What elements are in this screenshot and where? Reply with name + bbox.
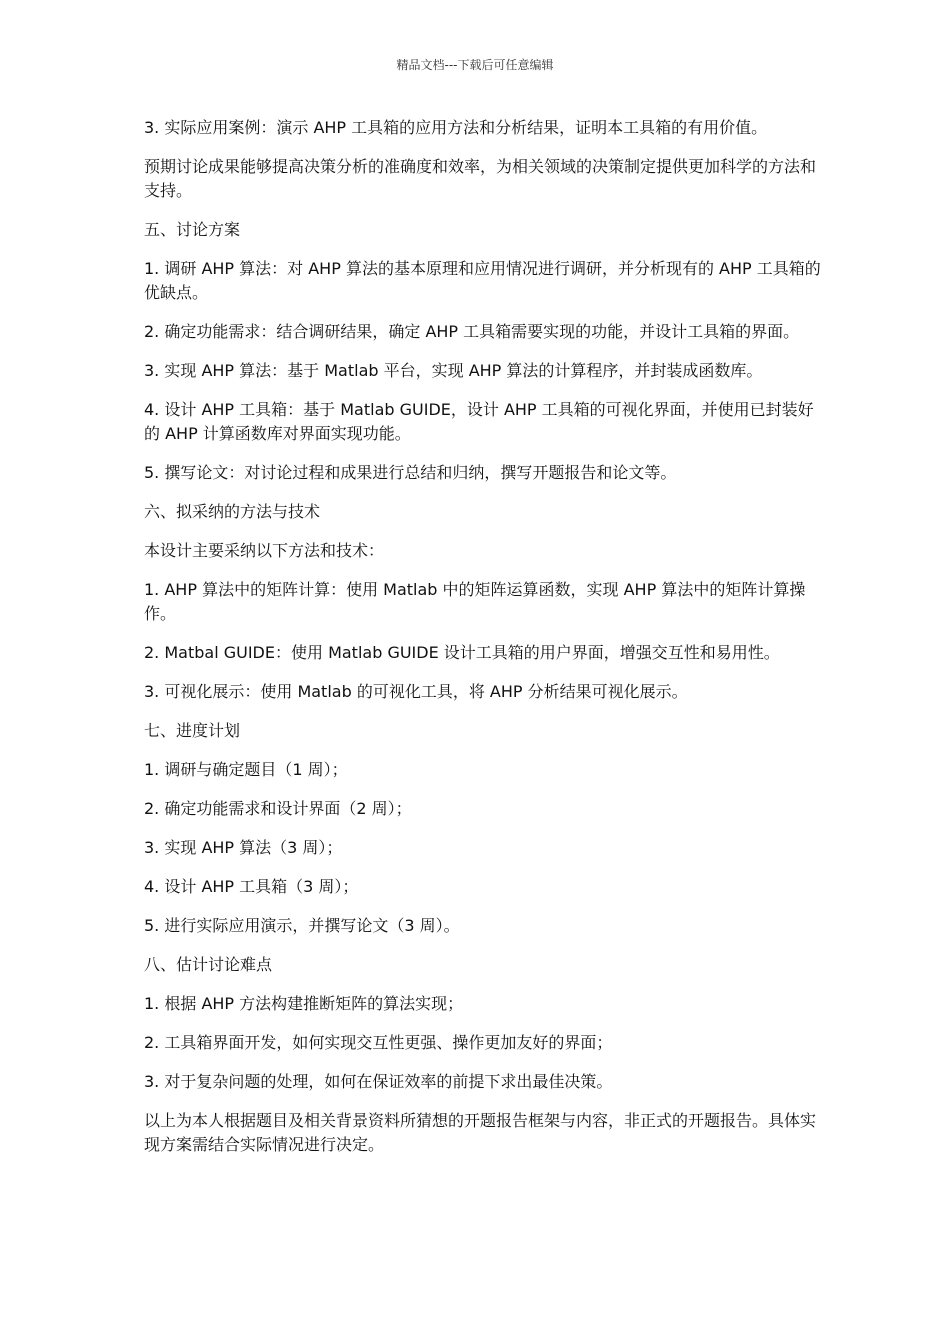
- page-header: 精品文档---下载后可任意编辑: [396, 58, 554, 72]
- methods-intro: 本设计主要采纳以下方法和技术：: [144, 541, 385, 560]
- schedule-item-4: 4. 设计 AHP 工具箱（3 周）；: [144, 877, 359, 896]
- difficulty-item-3: 3. 对于复杂问题的处理，如何在保证效率的前提下求出最佳决策。: [144, 1072, 613, 1091]
- plan-item-3: 3. 实现 AHP 算法：基于 Matlab 平台，实现 AHP 算法的计算程序，并封装成函数库。: [144, 361, 763, 380]
- plan-item-1: 1. 调研 AHP 算法：对 AHP 算法的基本原理和应用情况进行调研，并分析现有的 AHP 工具箱的优缺点。: [144, 259, 821, 302]
- paragraph-expected-results: 预期讨论成果能够提高决策分析的准确度和效率，为相关领域的决策制定提供更加科学的方法和支持。: [144, 157, 817, 200]
- method-item-2: 2. Matbal GUIDE：使用 Matlab GUIDE 设计工具箱的用户界面，增强交互性和易用性。: [144, 643, 780, 662]
- schedule-item-2: 2. 确定功能需求和设计界面（2 周）；: [144, 799, 412, 818]
- method-item-1: 1. AHP 算法中的矩阵计算：使用 Matlab 中的矩阵运算函数，实现 AHP 算法中的矩阵计算操作。: [144, 580, 806, 623]
- plan-item-2: 2. 确定功能需求：结合调研结果，确定 AHP 工具箱需要实现的功能，并设计工具箱的界面。: [144, 322, 800, 341]
- difficulty-item-2: 2. 工具箱界面开发，如何实现交互性更强、操作更加友好的界面；: [144, 1033, 613, 1052]
- schedule-item-3: 3. 实现 AHP 算法（3 周）；: [144, 838, 343, 857]
- plan-item-4: 4. 设计 AHP 工具箱：基于 Matlab GUIDE，设计 AHP 工具箱的可视化界面，并使用已封装好的 AHP 计算函数库对界面实现功能。: [144, 400, 814, 443]
- section-heading-difficulties: 八、估计讨论难点: [144, 955, 273, 974]
- difficulty-item-1: 1. 根据 AHP 方法构建推断矩阵的算法实现；: [144, 994, 464, 1013]
- schedule-item-5: 5. 进行实际应用演示，并撰写论文（3 周）。: [144, 916, 460, 935]
- document-body: [144, 116, 824, 1172]
- section-heading-schedule: 七、进度计划: [144, 721, 241, 740]
- method-item-3: 3. 可视化展示：使用 Matlab 的可视化工具，将 AHP 分析结果可视化展示。: [144, 682, 688, 701]
- plan-item-5: 5. 撰写论文：对讨论过程和成果进行总结和归纳，撰写开题报告和论文等。: [144, 463, 677, 482]
- paragraph-application-case: 3. 实际应用案例：演示 AHP 工具箱的应用方法和分析结果，证明本工具箱的有用价值。: [144, 118, 768, 137]
- closing-note: 以上为本人根据题目及相关背景资料所猜想的开题报告框架与内容，非正式的开题报告。具体实现方案需结合实际情况进行决定。: [144, 1111, 817, 1154]
- section-heading-methods: 六、拟采纳的方法与技术: [144, 502, 321, 521]
- schedule-item-1: 1. 调研与确定题目（1 周）；: [144, 760, 348, 779]
- section-heading-research-plan: 五、讨论方案: [144, 220, 241, 239]
